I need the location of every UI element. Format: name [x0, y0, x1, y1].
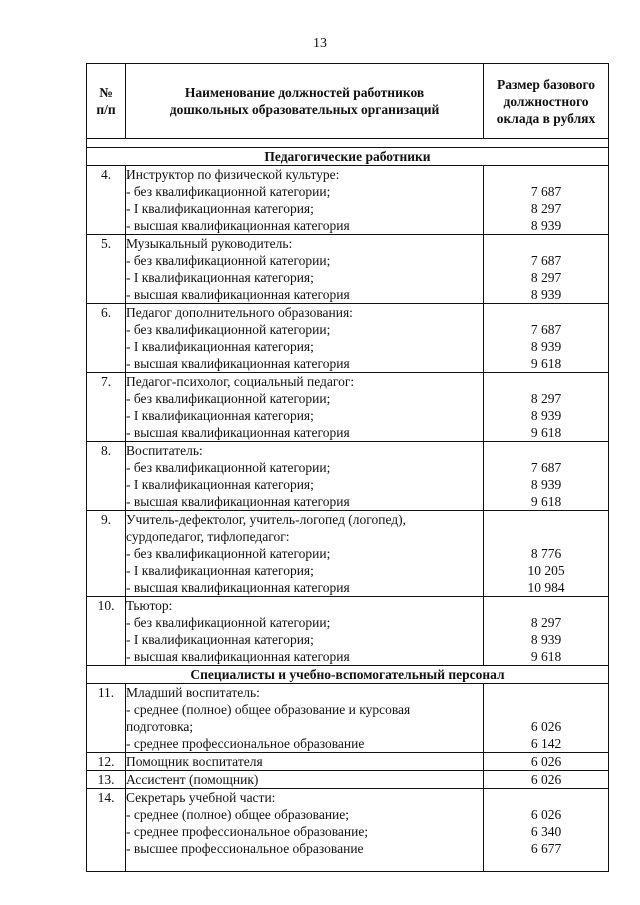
page-number: 13 [313, 36, 327, 51]
position-line: - без квалификационной категории; [126, 460, 331, 475]
position-line: - I квалификационная категория; [126, 408, 314, 423]
header-position-name: Наименование должностей работников дошкольных образовательных организаций [126, 64, 484, 139]
position-line: Секретарь учебной части: [126, 790, 276, 805]
salary-value: 10 205 [527, 563, 565, 578]
position-line: - без квалификационной категории; [126, 253, 331, 268]
salary-value: 10 984 [527, 580, 565, 595]
position-line: Тьютор: [126, 598, 173, 613]
row-number: 10. [87, 597, 126, 666]
position-line: - высшая квалификационная категория [126, 218, 350, 233]
row-number: 6. [87, 304, 126, 373]
position-name [126, 771, 484, 789]
table-row [87, 373, 609, 442]
position-line: - без квалификационной категории; [126, 546, 331, 561]
position-name [126, 789, 484, 872]
salary-values [484, 684, 609, 753]
position-line: - высшая квалификационная категория [126, 287, 350, 302]
salary-value: 6 026 [530, 719, 562, 734]
salary-value: 8 939 [530, 218, 562, 233]
salary-values [484, 597, 609, 666]
salary-value [484, 597, 608, 614]
salary-value: 8 297 [530, 270, 562, 285]
position-name [126, 235, 484, 304]
position-line: - без квалификационной категории; [126, 391, 331, 406]
table-row [87, 753, 609, 771]
position-line: - высшая квалификационная категория [126, 356, 350, 371]
header-spacer-row [87, 139, 609, 148]
position-line: - без квалификационной категории; [126, 322, 331, 337]
salary-value: 8 297 [530, 615, 562, 630]
salary-value [484, 235, 608, 252]
salary-value: 6 026 [530, 754, 562, 769]
row-number: 7. [87, 373, 126, 442]
salary-values [484, 304, 609, 373]
position-line: - I квалификационная категория; [126, 201, 314, 216]
salary-value [484, 304, 608, 321]
row-number: 9. [87, 511, 126, 597]
salary-value: 8 939 [530, 339, 562, 354]
salary-value [484, 373, 608, 390]
salary-value: 9 618 [530, 356, 562, 371]
position-line: Воспитатель: [126, 443, 203, 458]
position-line: - высшая квалификационная категория [126, 494, 350, 509]
salary-value: 8 297 [530, 201, 562, 216]
section-heading-row [87, 666, 609, 684]
position-name [126, 304, 484, 373]
salary-value: 6 340 [530, 824, 562, 839]
header-num: № п/п [87, 64, 126, 139]
position-line: - высшая квалификационная категория [126, 580, 350, 595]
salary-values [484, 442, 609, 511]
salary-value: 9 618 [530, 649, 562, 664]
position-line: - высшая квалификационная категория [126, 649, 350, 664]
salary-values [484, 771, 609, 789]
row-number: 5. [87, 235, 126, 304]
row-number: 11. [87, 684, 126, 753]
table-row [87, 771, 609, 789]
position-line: - среднее профессиональное образование; [126, 824, 369, 839]
position-name [126, 166, 484, 235]
position-name [126, 511, 484, 597]
header-salary: Размер базового должностного оклада в рублях [484, 64, 609, 139]
salary-value: 7 687 [530, 253, 562, 268]
position-name [126, 373, 484, 442]
table-row [87, 789, 609, 872]
salary-values [484, 511, 609, 597]
position-line: Помощник воспитателя [126, 754, 263, 769]
position-name [126, 597, 484, 666]
salary-value: 8 939 [530, 408, 562, 423]
salary-value: 6 026 [530, 772, 562, 787]
salary-value [484, 789, 608, 806]
salary-value: 9 618 [530, 425, 562, 440]
position-name [126, 753, 484, 771]
position-line: - среднее (полное) общее образование; [126, 807, 350, 822]
salary-value: 8 776 [530, 546, 562, 561]
position-line: - I квалификационная категория; [126, 270, 314, 285]
salary-value [484, 166, 608, 183]
row-number: 8. [87, 442, 126, 511]
salary-value: 8 939 [530, 477, 562, 492]
table-row [87, 235, 609, 304]
salary-value: 7 687 [530, 184, 562, 199]
position-line: Младший воспитатель: [126, 685, 260, 700]
row-number: 14. [87, 789, 126, 872]
position-line: Ассистент (помощник) [126, 772, 259, 787]
position-line: - высшая квалификационная категория [126, 425, 350, 440]
salary-values [484, 789, 609, 872]
salary-value [484, 511, 608, 528]
salary-value: 8 939 [530, 287, 562, 302]
position-line: Учитель-дефектолог, учитель-логопед (логопед), [126, 512, 407, 527]
position-line: Музыкальный руководитель: [126, 236, 293, 251]
row-number: 13. [87, 771, 126, 789]
position-line: подготовка; [126, 719, 194, 734]
salary-value: 6 677 [530, 841, 562, 856]
salary-value [484, 528, 608, 545]
position-line: - среднее профессиональное образование [126, 736, 365, 751]
position-name [126, 684, 484, 753]
salary-value [484, 684, 608, 701]
position-line: - I квалификационная категория; [126, 339, 314, 354]
salary-value: 6 142 [530, 736, 562, 751]
section-title: Педагогические работники [87, 148, 609, 166]
salary-value: 8 297 [530, 391, 562, 406]
table-row [87, 684, 609, 753]
salary-value: 7 687 [530, 460, 562, 475]
salary-values [484, 235, 609, 304]
position-line: - высшее профессиональное образование [126, 841, 364, 856]
salary-values [484, 753, 609, 771]
table-header-row [87, 64, 609, 139]
position-line: - без квалификационной категории; [126, 184, 331, 199]
salary-values [484, 166, 609, 235]
table-row [87, 442, 609, 511]
position-line: - без квалификационной категории; [126, 615, 331, 630]
position-line: Инструктор по физической культуре: [126, 167, 340, 182]
position-line: - среднее (полное) общее образование и курсовая [126, 702, 411, 717]
table-row [87, 511, 609, 597]
position-name [126, 442, 484, 511]
position-line: Педагог дополнительного образования: [126, 305, 353, 320]
salary-value: 8 939 [530, 632, 562, 647]
table-row [87, 166, 609, 235]
position-line: сурдопедагог, тифлопедагог: [126, 529, 290, 544]
salary-value: 7 687 [530, 322, 562, 337]
salary-value: 9 618 [530, 494, 562, 509]
salary-values [484, 373, 609, 442]
salary-value [484, 701, 608, 718]
table-row [87, 304, 609, 373]
salary-value: 6 026 [530, 807, 562, 822]
row-number: 4. [87, 166, 126, 235]
salary-value [484, 442, 608, 459]
position-line: - I квалификационная категория; [126, 477, 314, 492]
section-heading-row [87, 148, 609, 166]
table-row [87, 597, 609, 666]
position-line: Педагог-психолог, социальный педагог: [126, 374, 355, 389]
row-number: 12. [87, 753, 126, 771]
salary-table [86, 63, 609, 872]
position-line: - I квалификационная категория; [126, 632, 314, 647]
position-line: - I квалификационная категория; [126, 563, 314, 578]
section-title: Специалисты и учебно-вспомогательный персонал [87, 666, 609, 684]
